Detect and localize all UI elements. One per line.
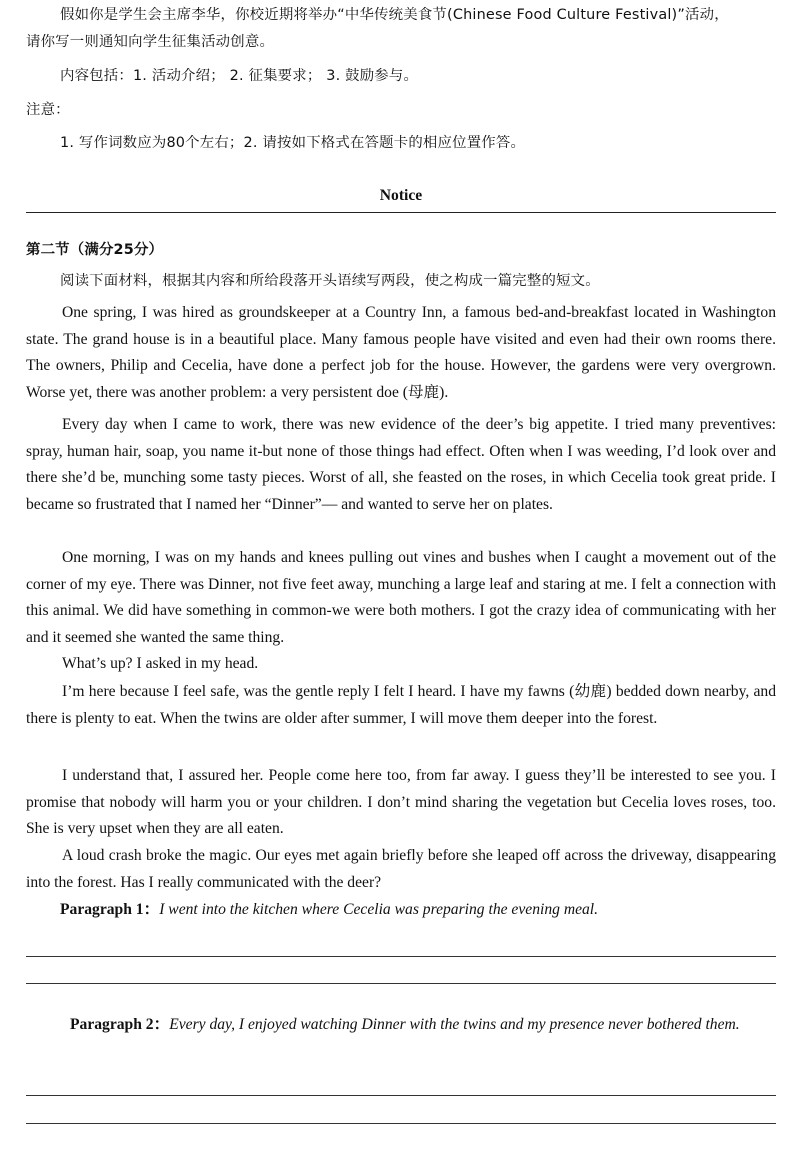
answer-line (26, 1095, 776, 1096)
paragraph-1-opening: I went into the kitchen where Cecelia was preparing the evening meal. (159, 901, 599, 918)
writing-prompt-line-2: 请你写一则通知向学生征集活动创意。 (26, 34, 275, 50)
story-paragraph-1: One spring, I was hired as groundskeeper at a Country Inn, a famous bed-and-breakfast located in Washington state. The grand house is in a beautiful place. Many famous people have visited and even had their own rooms there. The owners, Philip and Cecelia, have done a perfect job for the house. However, the gardens were very overgrown. Worse yet, there was another problem: a very persistent doe (母鹿). (26, 304, 776, 401)
paragraph-1-label: Paragraph 1： (60, 901, 160, 918)
story-paragraph-5: I’m here because I feel safe, was the gentle reply I felt I heard. I have my fawns (幼鹿) bedded down nearby, and there is plenty to eat. When the twins are older after summer, I will move them deeper into the forest. (26, 683, 776, 727)
answer-line (26, 956, 776, 957)
section-instruction: 阅读下面材料，根据其内容和所给段落开头语续写两段，使之构成一篇完整的短文。 (60, 273, 600, 289)
section-heading: 第二节（满分25分） (26, 242, 164, 258)
story-paragraph-6: I understand that, I assured her. People come here too, from far away. I guess they’ll be interested to see you. I promise that nobody will harm you or your children. I don’t mind sharing the vegetation but Cecelia loves roses, too. She is very upset when they are all eaten. (26, 767, 776, 838)
answer-line (26, 1123, 776, 1124)
content-requirements: 内容包括：1. 活动介绍； 2. 征集要求； 3. 鼓励参与。 (60, 68, 419, 84)
notice-underline (26, 212, 776, 213)
story-paragraph-2: Every day when I came to work, there was new evidence of the deer’s big appetite. I tried many preventives: spray, human hair, soap, you name it-but none of those things had effect. Often when I was weeding, I’d look over and there she’d be, munching some tasty pieces. Worst of all, she feasted on the roses, in which Cecelia took great pride. I became so frustrated that I named her “Dinner”— and wanted to serve her on plates. (26, 416, 776, 513)
note-label: 注意： (26, 102, 70, 118)
notice-heading: Notice (379, 187, 423, 204)
paragraph-2-label: Paragraph 2： (70, 1016, 170, 1033)
story-paragraph-4: What’s up? I asked in my head. (62, 655, 259, 672)
paragraph-2-prompt (26, 1010, 776, 1040)
story-paragraph-7: A loud crash broke the magic. Our eyes met again briefly before she leaped off across the driveway, disappearing into the forest. Has I really communicated with the deer? (26, 847, 776, 891)
answer-line (26, 983, 776, 984)
story-paragraph-3: One morning, I was on my hands and knees pulling out vines and bushes when I caught a movement out of the corner of my eye. There was Dinner, not five feet away, munching a large leaf and staring at me. I felt a connection with this animal. We did have something in common-we were both mothers. I got the crazy idea of communicating with her and it seemed she wanted the same thing. (26, 549, 776, 646)
paragraph-1-prompt (60, 897, 776, 924)
writing-prompt-line-1: 假如你是学生会主席李华，你校近期将举办“中华传统美食节(Chinese Food Culture Festival)”活动， (60, 7, 729, 23)
paragraph-2-opening: Every day, I enjoyed watching Dinner with the twins and my presence never bothered them. (169, 1016, 740, 1033)
note-line: 1. 写作词数应为80个左右；2. 请按如下格式在答题卡的相应位置作答。 (60, 135, 526, 151)
